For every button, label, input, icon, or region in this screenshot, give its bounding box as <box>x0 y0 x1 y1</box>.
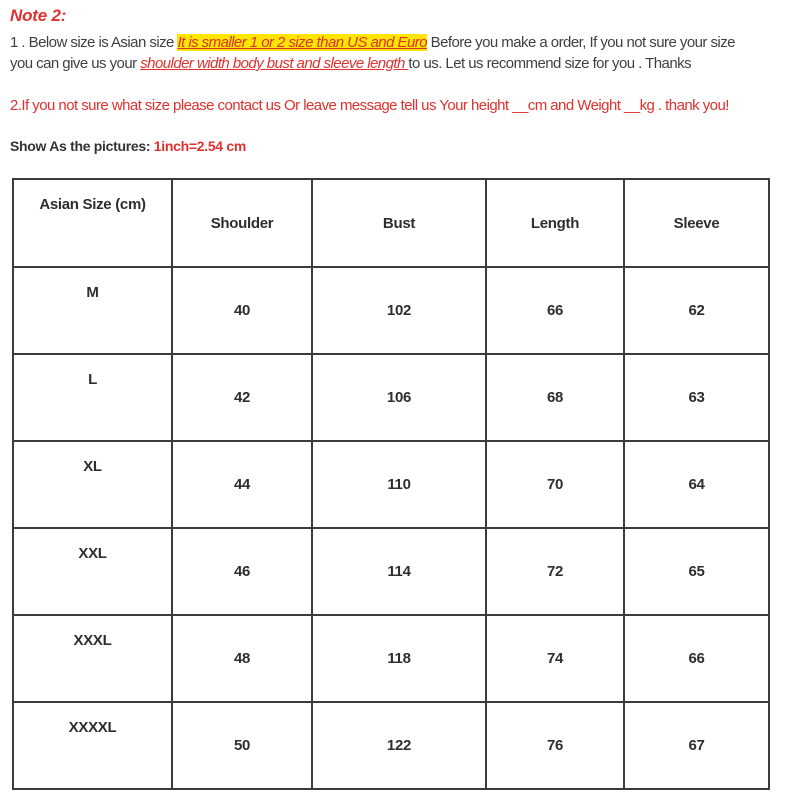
header-shoulder: Shoulder <box>172 179 312 267</box>
note-title: Note 2: <box>10 6 67 25</box>
size-table-body <box>13 179 769 789</box>
size-cell: M <box>13 267 172 354</box>
sleeve-cell: 63 <box>624 354 769 441</box>
unit-conversion: 1inch=2.54 cm <box>153 138 247 154</box>
size-cell: XXL <box>13 528 172 615</box>
shoulder-cell: 44 <box>172 441 312 528</box>
note-line-1-text-a: 1 . Below size is Asian size <box>10 34 178 51</box>
table-row <box>13 702 769 789</box>
sleeve-cell: 65 <box>624 528 769 615</box>
size-cell: XXXL <box>13 615 172 702</box>
size-cell: L <box>13 354 172 441</box>
note-line-2-emphasis: shoulder width body bust and sleeve length <box>140 55 409 72</box>
bust-cell: 122 <box>312 702 486 789</box>
shoulder-cell: 46 <box>172 528 312 615</box>
bust-cell: 118 <box>312 615 486 702</box>
note-line-3: 2.If you not sure what size please contact us Or leave message tell us Your height __cm and Weight __kg . thank you! <box>10 97 729 114</box>
table-row <box>13 441 769 528</box>
note-line-2 <box>10 54 691 74</box>
length-cell: 70 <box>486 441 624 528</box>
note-line-2-text-b: to us. Let us recommend size for you . Thanks <box>408 55 692 72</box>
table-header-row <box>13 179 769 267</box>
bust-cell: 114 <box>312 528 486 615</box>
header-bust: Bust <box>312 179 486 267</box>
sleeve-cell: 66 <box>624 615 769 702</box>
header-sleeve: Sleeve <box>624 179 769 267</box>
note-line-1 <box>10 33 735 53</box>
sleeve-cell: 67 <box>624 702 769 789</box>
shoulder-cell: 48 <box>172 615 312 702</box>
header-asian-size: Asian Size (cm) <box>13 179 172 267</box>
length-cell: 76 <box>486 702 624 789</box>
bust-cell: 106 <box>312 354 486 441</box>
table-row <box>13 354 769 441</box>
bust-cell: 110 <box>312 441 486 528</box>
length-cell: 74 <box>486 615 624 702</box>
size-chart-table <box>12 178 770 790</box>
table-row <box>13 615 769 702</box>
note-line-1-highlight: It is smaller 1 or 2 size than US and Euro <box>177 34 427 51</box>
header-length: Length <box>486 179 624 267</box>
shoulder-cell: 42 <box>172 354 312 441</box>
sleeve-cell: 62 <box>624 267 769 354</box>
table-row <box>13 528 769 615</box>
show-as-pictures <box>10 138 246 154</box>
note-line-1-text-b: Before you make a order, If you not sure your size <box>427 34 735 51</box>
length-cell: 68 <box>486 354 624 441</box>
note-line-2-text-a: you can give us your <box>10 55 141 72</box>
length-cell: 72 <box>486 528 624 615</box>
size-cell: XL <box>13 441 172 528</box>
shoulder-cell: 40 <box>172 267 312 354</box>
length-cell: 66 <box>486 267 624 354</box>
size-cell: XXXXL <box>13 702 172 789</box>
table-row <box>13 267 769 354</box>
sleeve-cell: 64 <box>624 441 769 528</box>
bust-cell: 102 <box>312 267 486 354</box>
show-label: Show As the pictures: <box>10 138 154 154</box>
shoulder-cell: 50 <box>172 702 312 789</box>
